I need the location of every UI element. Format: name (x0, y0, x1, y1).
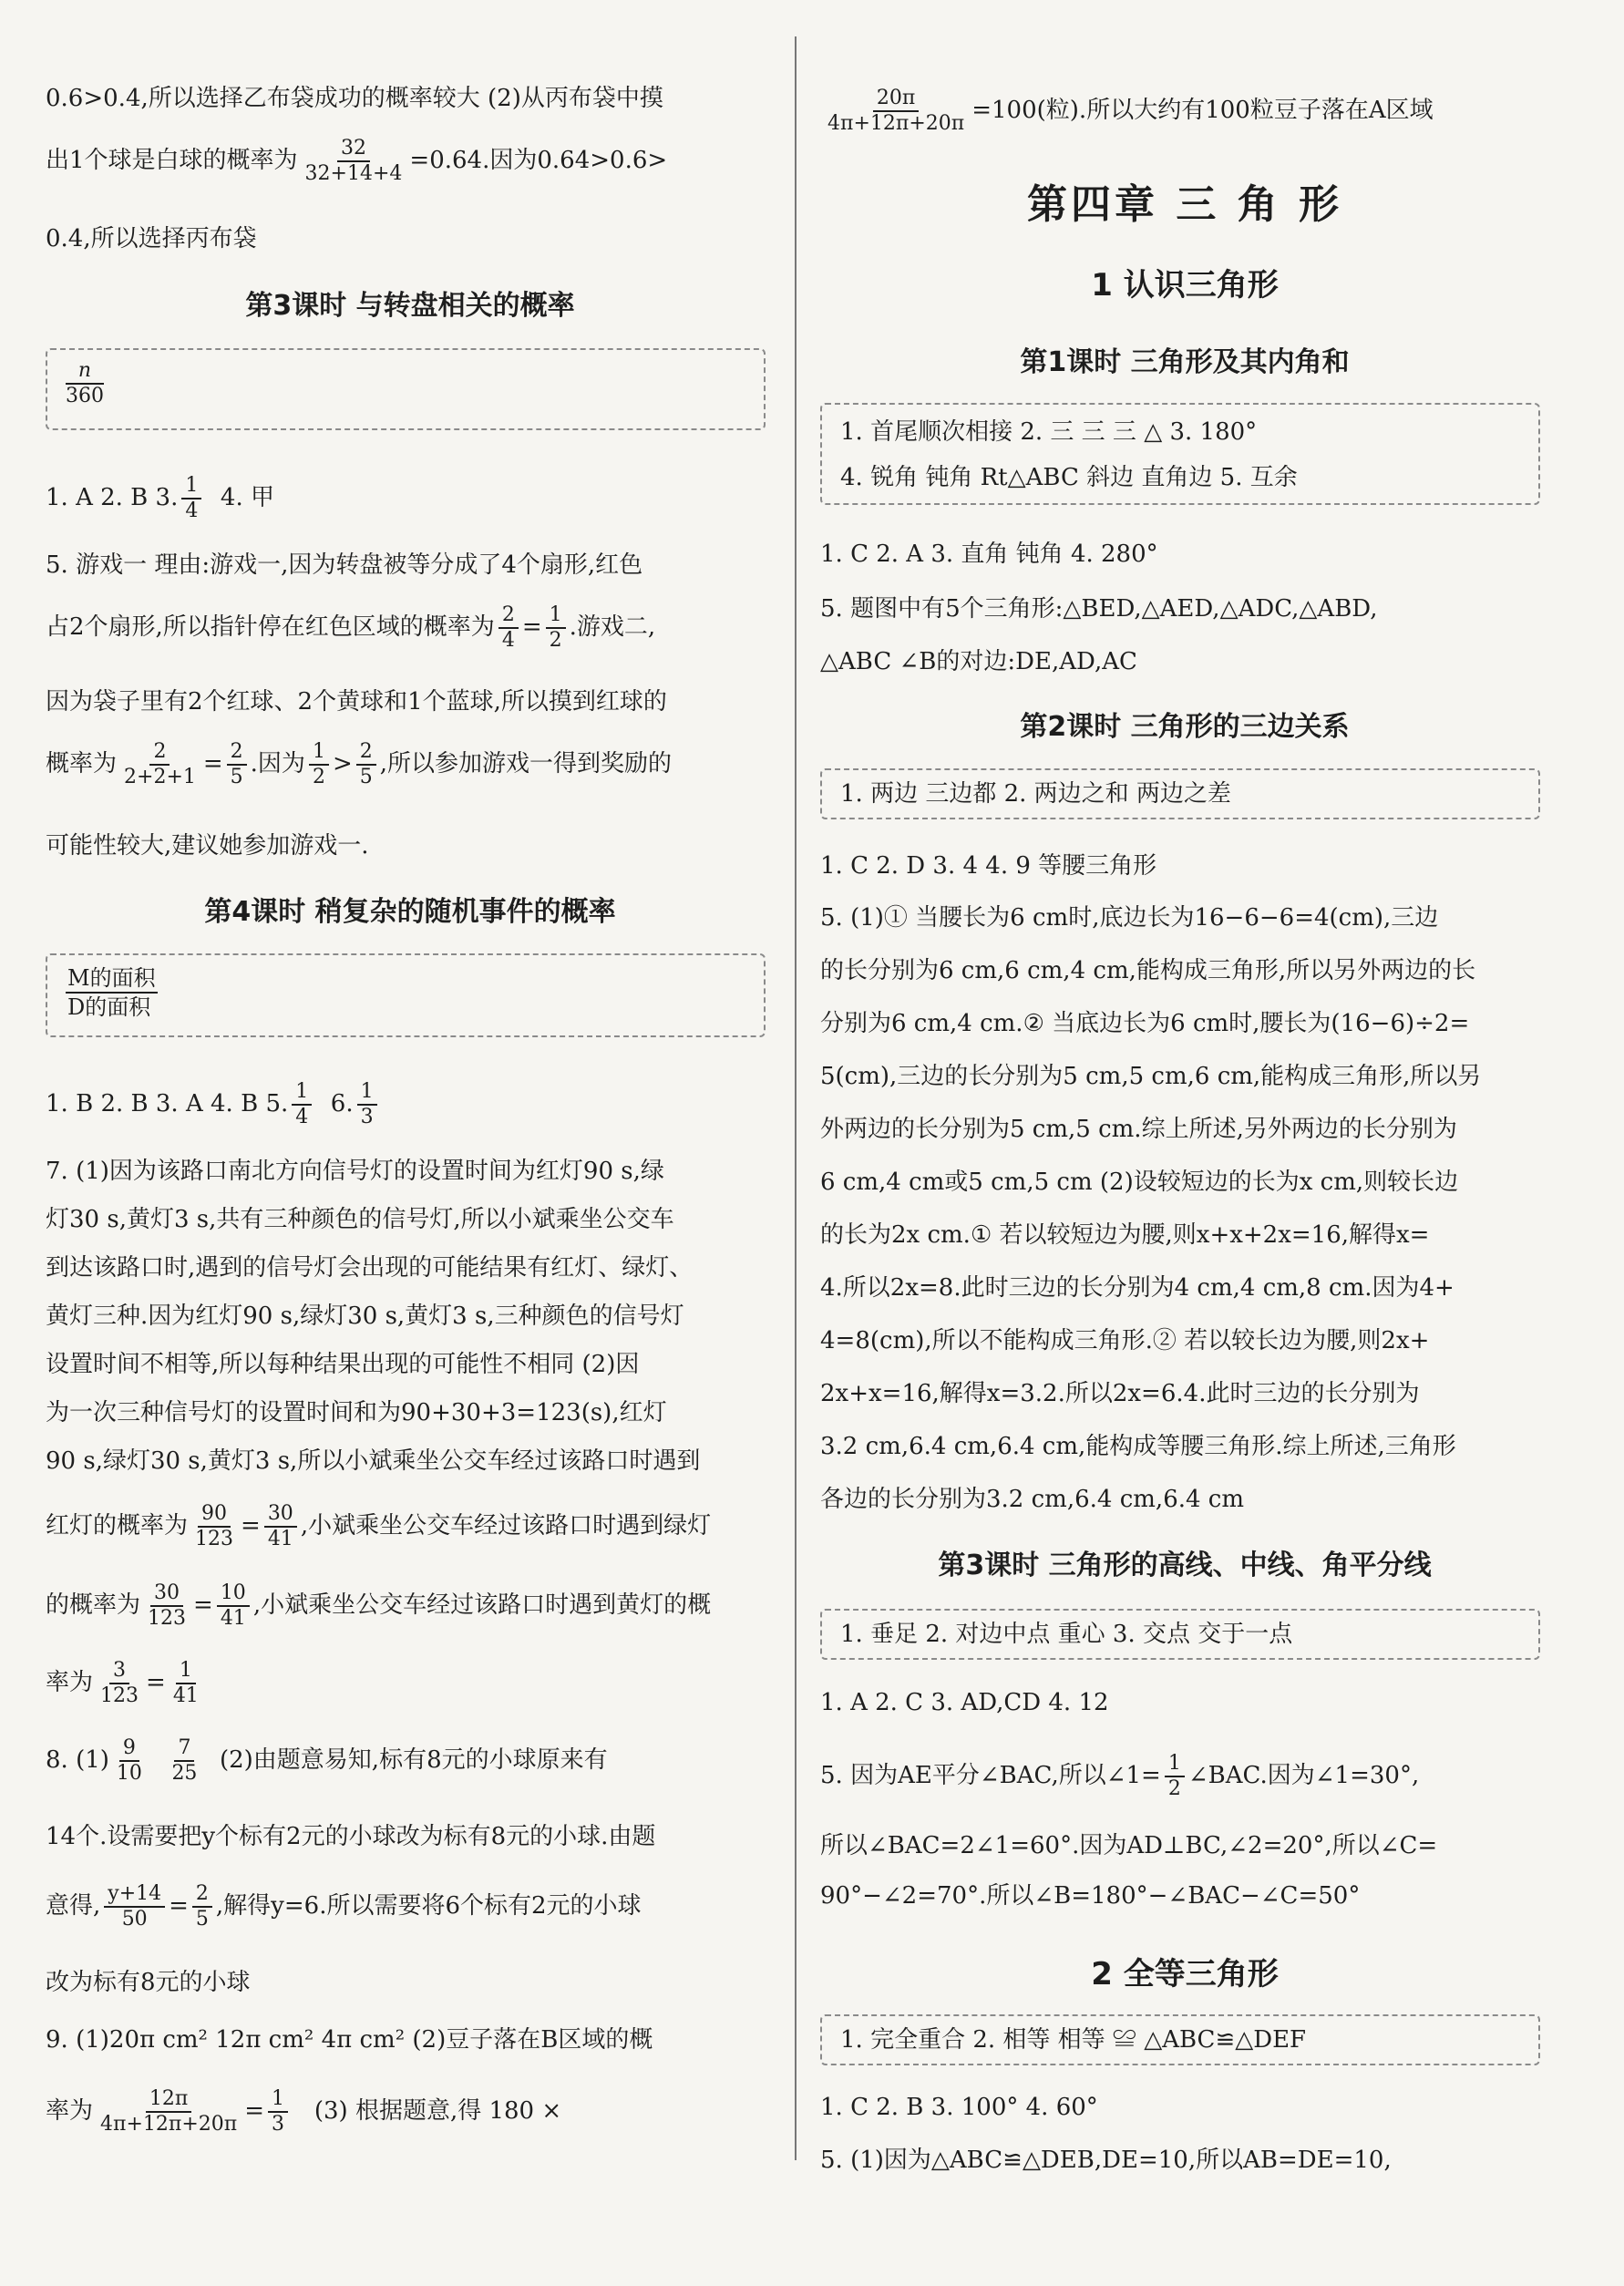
answer-line: 1. C 2. B 3. 100° 4. 60° (820, 2094, 1098, 2121)
text-line: 意得, $\frac{y+14}{50}$ = $\frac{2}{5}$ ,解得y=6.所以需要将6个标有2元的小球 (46, 1882, 642, 1931)
text-line: 的长为2x cm.① 若以较短边为腰,则x+x+2x=16,解得x= (820, 1221, 1430, 1249)
text-line: 14个.设需要把y个标有2元的小球改为标有8元的小球.由题 (46, 1823, 656, 1850)
text-line: 各边的长分别为3.2 cm,6.4 cm,6.4 cm (820, 1486, 1245, 1513)
key-points-box: M的面积 D的面积 (46, 953, 766, 1037)
text-line: 红灯的概率为 $\frac{90}{123}$ = $\frac{30}{41}$ ,小斌乘坐公交车经过该路口时遇到绿灯 (46, 1502, 712, 1550)
text-line: 4.所以2x=8.此时三边的长分别为4 cm,4 cm,8 cm.因为4+ (820, 1274, 1454, 1302)
text-line: 外两边的长分别为5 cm,5 cm.综上所述,另外两边的长分别为 (820, 1116, 1457, 1143)
text-line: 0.6>0.4,所以选择乙布袋成功的概率较大 (2)从丙布袋中摸 (46, 85, 663, 112)
text-line: 的概率为 $\frac{30}{123}$ = $\frac{10}{41}$ ,小斌乘坐公交车经过该路口时遇到黄灯的概 (46, 1581, 712, 1630)
text-line: 占2个扇形,所以指针停在红色区域的概率为 $\frac{2}{4}$ = $\frac{1}{2}$ .游戏二, (46, 603, 656, 652)
text-line: 5. (1)① 当腰长为6 cm时,底边长为16−6−6=4(cm),三边 (820, 904, 1439, 932)
answer-line: 1. C 2. D 3. 4 4. 9 等腰三角形 (820, 852, 1157, 880)
section-heading: 1 认识三角形 (1091, 267, 1279, 304)
text-line: 2x+x=16,解得x=3.2.所以2x=6.4.此时三边的长分别为 (820, 1380, 1420, 1407)
text-line: 8. (1) $\frac{9}{10}$ $\frac{7}{25}$ (2)由题意易知,标有8元的小球原来有 (46, 1736, 608, 1785)
text-line: 为一次三种信号灯的设置时间和为90+30+3=123(s),红灯 (46, 1399, 667, 1426)
key-points-box: 1. 垂足 2. 对边中点 重心 3. 交点 交于一点 (820, 1609, 1540, 1660)
text-line: 5(cm),三边的长分别为5 cm,5 cm,6 cm,能构成三角形,所以另 (820, 1063, 1482, 1090)
column-divider (795, 36, 797, 2160)
key-points-box: 1. 完全重合 2. 相等 相等 ≌ △ABC≌△DEF (820, 2014, 1540, 2065)
text-line: 改为标有8元的小球 (46, 1969, 251, 1996)
lesson-heading: 第4课时 稍复杂的随机事件的概率 (204, 896, 616, 928)
text-line: 到达该路口时,遇到的信号灯会出现的可能结果有红灯、绿灯、 (46, 1254, 694, 1282)
text-line: 90 s,绿灯30 s,黄灯3 s,所以小斌乘坐公交车经过该路口时遇到 (46, 1447, 701, 1475)
text-line: 黄灯三种.因为红灯90 s,绿灯30 s,黄灯3 s,三种颜色的信号灯 (46, 1303, 684, 1330)
text-line: 因为袋子里有2个红球、2个黄球和1个蓝球,所以摸到红球的 (46, 688, 667, 716)
text-line: 5. 游戏一 理由:游戏一,因为转盘被等分成了4个扇形,红色 (46, 551, 643, 579)
chapter-title: 第四章 三 角 形 (1027, 181, 1342, 228)
text-line: 7. (1)因为该路口南北方向信号灯的设置时间为红灯90 s,绿 (46, 1158, 664, 1185)
key-points-box: 1. 两边 三边都 2. 两边之和 两边之差 (820, 768, 1540, 819)
lesson-heading: 第3课时 三角形的高线、中线、角平分线 (938, 1550, 1432, 1581)
text-line: 5. 题图中有5个三角形:△BED,△AED,△ADC,△ABD, (820, 595, 1378, 623)
fraction: $\frac{32}{32+14+4}$ (304, 137, 403, 185)
text-line: 9. (1)20π cm² 12π cm² 4π cm² (2)豆子落在B区域的概 (46, 2026, 653, 2054)
section-heading: 2 全等三角形 (1091, 1956, 1279, 1993)
text-line: $\frac{20\pi}{4\pi+12\pi+20\pi}$ =100(粒).所以大约有100粒豆子落在A区域 (827, 87, 1434, 135)
text-line: 概率为 $\frac{2}{2+2+1}$ = $\frac{2}{5}$ .因为 $\frac{1}{2}$ > $\frac{2}{5}$ ,所以参加游戏一得到奖励的 (46, 740, 672, 788)
text-line: 率为 $\frac{12\pi}{4\pi+12\pi+20\pi}$ = $\frac{1}{3}$ (3) 根据题意,得 180 × (46, 2087, 562, 2136)
text-line: △ABC ∠B的对边:DE,AD,AC (820, 648, 1137, 675)
text-line: 率为 $\frac{3}{123}$ = $\frac{1}{41}$ (46, 1659, 199, 1707)
key-points-box: n 360 (46, 348, 766, 430)
text-line: 4=8(cm),所以不能构成三角形.② 若以较长边为腰,则2x+ (820, 1327, 1430, 1354)
text-line: 灯30 s,黄灯3 s,共有三种颜色的信号灯,所以小斌乘坐公交车 (46, 1206, 674, 1233)
text-line: 5. (1)因为△ABC≌△DEB,DE=10,所以AB=DE=10, (820, 2147, 1392, 2174)
answer-line: 1. C 2. A 3. 直角 钝角 4. 280° (820, 541, 1158, 568)
text-line: 90°−∠2=70°.所以∠B=180°−∠BAC−∠C=50° (820, 1882, 1361, 1910)
text-line: 分别为6 cm,4 cm.② 当底边长为6 cm时,腰长为(16−6)÷2= (820, 1010, 1470, 1037)
text-line: 3.2 cm,6.4 cm,6.4 cm,能构成等腰三角形.综上所述,三角形 (820, 1433, 1456, 1460)
answer-line: 1. A 2. C 3. AD,CD 4. 12 (820, 1689, 1109, 1716)
answer-line: 1. B 2. B 3. A 4. B 5. $\frac{1}{4}$ 6. $\frac{1}{3}$ (46, 1080, 381, 1129)
text-line: 的长分别为6 cm,6 cm,4 cm,能构成三角形,所以另外两边的长 (820, 957, 1476, 984)
text-line: 5. 因为AE平分∠BAC,所以∠1= $\frac{1}{2}$ ∠BAC.因为∠1=30°, (820, 1752, 1420, 1800)
lesson-heading: 第3课时 与转盘相关的概率 (245, 290, 575, 322)
lesson-heading: 第1课时 三角形及其内角和 (1020, 346, 1350, 378)
text-line: 可能性较大,建议她参加游戏一. (46, 832, 369, 860)
text-line: 0.4,所以选择丙布袋 (46, 225, 257, 252)
text-line: 设置时间不相等,所以每种结果出现的可能性不相同 (2)因 (46, 1351, 640, 1378)
text-line: 6 cm,4 cm或5 cm,5 cm (2)设较短边的长为x cm,则较长边 (820, 1169, 1459, 1196)
text-line: 所以∠BAC=2∠1=60°.因为AD⊥BC,∠2=20°,所以∠C= (820, 1832, 1438, 1859)
lesson-heading: 第2课时 三角形的三边关系 (1020, 711, 1350, 743)
text-line: 出1个球是白球的概率为 $\frac{32}{32+14+4}$ =0.64.因为0.64>0.6> (46, 137, 668, 185)
answer-line: 1. A 2. B 3. $\frac{1}{4}$ 4. 甲 (46, 474, 274, 522)
key-points-box: 1. 首尾顺次相接 2. 三 三 三 △ 3. 180° 4. 锐角 钝角 Rt△ABC 斜边 直角边 5. 互余 (820, 403, 1540, 505)
